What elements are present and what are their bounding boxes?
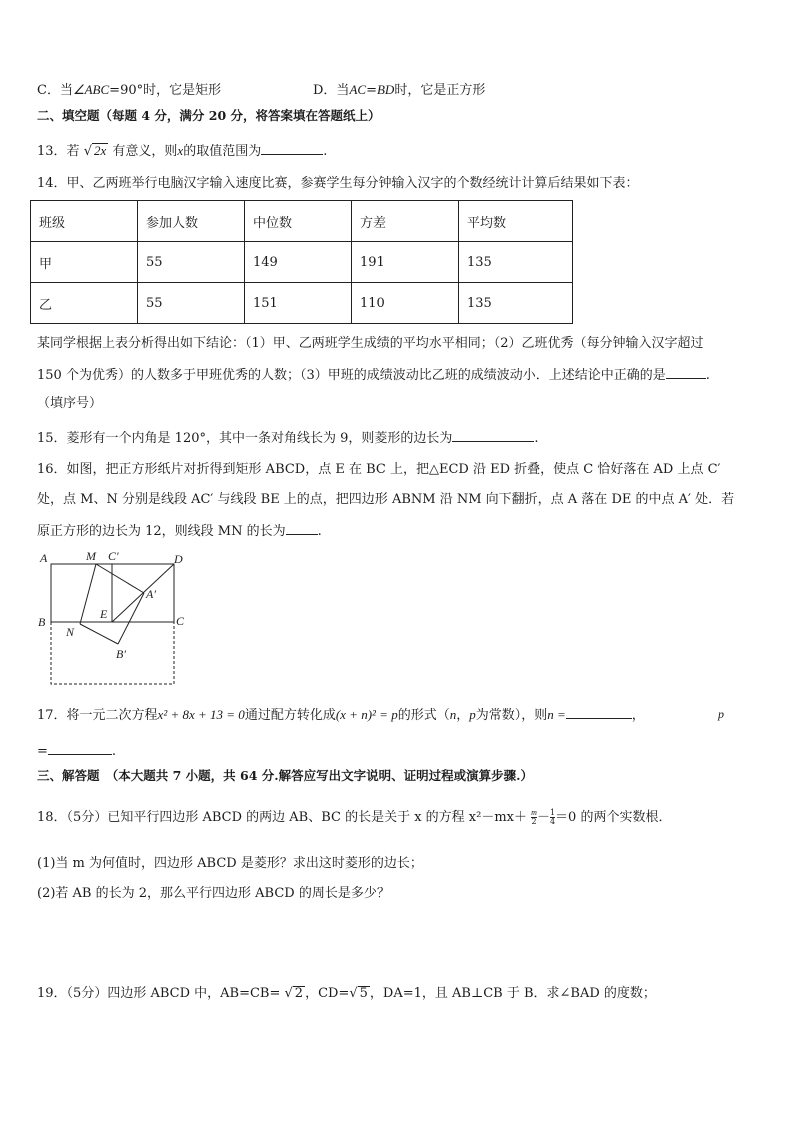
q16-answer-blank[interactable]: [286, 520, 318, 535]
table-cell: 55: [138, 283, 245, 324]
q16-line3: 原正方形的边长为 12，则线段 MN 的长为 .: [37, 520, 322, 542]
segment-m-a1: [96, 564, 144, 593]
q14-line2: 150 个为优秀）的人数多于甲班优秀的人数；（3）甲班的成绩波动比乙班的成绩波动小．上述结论中正确的是 .: [37, 364, 710, 386]
table-header-cell: 中位数: [245, 201, 352, 242]
segment-e-d: [112, 564, 174, 622]
sqrt-symbol: √: [284, 986, 293, 1001]
q18-part1: (1)当 m 为何值时，四边形 ABCD 是菱形？求出这时菱形的边长；: [37, 856, 423, 871]
label-b: B: [38, 615, 46, 629]
label-b-prime: B′: [116, 647, 126, 661]
table-cell: 110: [352, 283, 459, 324]
q12-option-d: D．当AC=BD时，它是正方形: [313, 82, 486, 98]
segment-n-b1: [80, 624, 118, 644]
q18-part2: (2)若 AB 的长为 2，那么平行四边形 ABCD 的周长是多少？: [37, 886, 390, 901]
table-cell: 乙: [31, 283, 138, 324]
q14-table: [30, 200, 573, 324]
section2-title: 二、填空题（每题 4 分，满分 20 分，将答案填在答题纸上）: [37, 108, 381, 123]
table-cell: 191: [352, 242, 459, 283]
q13: 13．若 √ 2x 有意义，则x的取值范围为 .: [37, 140, 327, 162]
table-cell: 135: [459, 242, 573, 283]
q13-radicand: 2x: [93, 143, 107, 158]
section3-title: 三、解答题 （本大题共 7 小题，共 64 分.解答应写出文字说明、证明过程或演算步骤.）: [37, 768, 533, 783]
table-row: [31, 242, 573, 283]
q15-answer-blank[interactable]: [452, 427, 534, 442]
q14-answer-blank[interactable]: [666, 364, 706, 379]
q19: 19．（5分）四边形 ABCD 中，AB=CB= √ 2 ，CD=√ 5 ，DA=1，且 AB⊥CB 于 B．求∠BAD 的度数；: [37, 986, 656, 1001]
q13-answer-blank[interactable]: [261, 140, 323, 155]
table-header-row: [31, 201, 573, 242]
q16-figure: [36, 548, 196, 688]
label-e: E: [100, 607, 108, 621]
segment-a1-b1: [118, 593, 144, 644]
table-row: [31, 283, 573, 324]
q17-n-blank[interactable]: [566, 704, 632, 719]
table-header-cell: 参加人数: [138, 201, 245, 242]
table-cell: 甲: [31, 242, 138, 283]
table-cell: 151: [245, 283, 352, 324]
table-cell: 55: [138, 242, 245, 283]
q17-equation: x² + 8x + 13 = 0: [157, 707, 245, 722]
q14-intro: 14．甲、乙两班举行电脑汉字输入速度比赛，参赛学生每分钟输入汉字的个数经统计计算后结果如下表：: [37, 176, 639, 191]
q15: 15．菱形有一个内角是 120°，其中一条对角线长为 9，则菱形的边长为 .: [37, 427, 539, 449]
table-header-cell: 方差: [352, 201, 459, 242]
q17-p-label: p: [718, 707, 724, 721]
q17-p-blank[interactable]: [48, 740, 112, 755]
table-cell: 135: [459, 283, 573, 324]
table-cell: 149: [245, 242, 352, 283]
table-header-cell: 班级: [31, 201, 138, 242]
q17-line1: 17．将一元二次方程x² + 8x + 13 = 0通过配方转化成(x + n)² = p的形式（n，p为常数），则n = ，: [37, 704, 645, 726]
sqrt-symbol: √: [83, 144, 92, 159]
label-n: N: [66, 625, 75, 639]
label-c-prime: C′: [108, 549, 119, 563]
fraction-1-over-4: $\frac{1}{4}$: [549, 808, 556, 826]
q14-line3: （填序号）: [37, 396, 103, 411]
label-d: D: [174, 552, 183, 566]
q17-target-form: (x + n)² = p: [335, 707, 398, 722]
q12-option-c: C．当∠ABC=90°时，它是矩形: [37, 82, 222, 98]
q16-line2: 处，点 M、N 分别是线段 AC′ 与线段 BE 上的点，把四边形 ABNM 沿 NM 向下翻折，点 A 落在 DE 的中点 A′ 处．若: [37, 492, 735, 507]
label-c: C: [176, 614, 185, 628]
sqrt-symbol: √: [349, 986, 358, 1001]
q17-line2: = .: [37, 740, 116, 762]
label-m: M: [86, 549, 96, 563]
q14-line1: 某同学根据上表分析得出如下结论：（1）甲、乙两班学生成绩的平均水平相同；（2）乙班优秀（每分钟输入汉字超过: [37, 336, 704, 351]
q18-stem: 18．（5分）已知平行四边形 ABCD 的两边 AB、BC 的长是关于 x 的方程 x²－mx＋ $\frac{m}{2}$ － $\frac{1}{4}$ ＝0 的两个实数根．: [37, 808, 672, 826]
fraction-m-over-2: $\frac{m}{2}$: [531, 808, 537, 826]
label-a: A: [40, 551, 48, 565]
segment-m-n: [80, 564, 96, 624]
label-a-prime: A′: [146, 587, 156, 601]
table-header-cell: 平均数: [459, 201, 573, 242]
q16-line1: 16．如图，把正方形纸片对折得到矩形 ABCD，点 E 在 BC 上，把△ECD 沿 ED 折叠，使点 C 恰好落在 AD 上点 C′: [37, 462, 721, 477]
